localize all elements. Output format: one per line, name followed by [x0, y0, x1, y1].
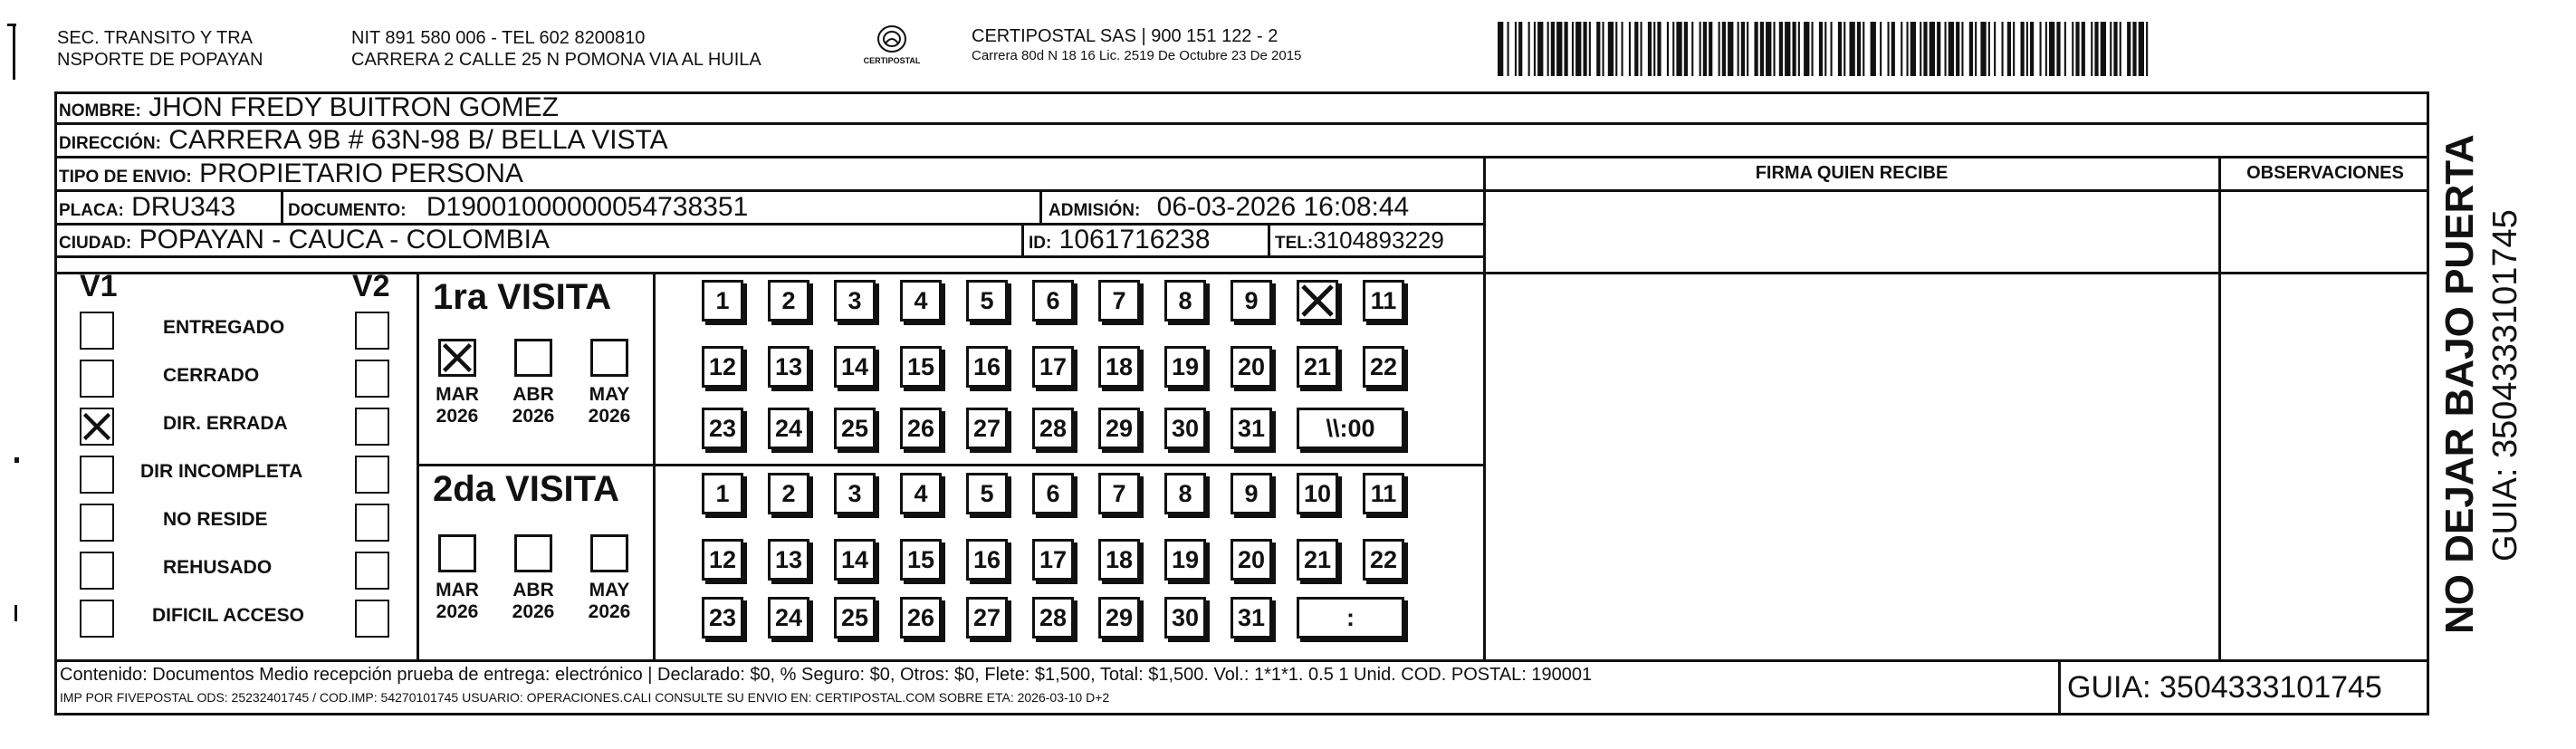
day-box[interactable]: 14 [834, 539, 876, 581]
day-box[interactable]: 29 [1098, 597, 1140, 639]
status-label: REHUSADO [163, 557, 273, 578]
shipment-type: PROPIETARIO PERSONA [199, 158, 523, 188]
day-box[interactable]: 17 [1032, 539, 1074, 581]
barcode-bar [1793, 22, 1796, 76]
barcode-bar [2132, 22, 2136, 76]
barcode-bar [1880, 22, 1882, 76]
day-box[interactable]: 6 [1032, 473, 1074, 514]
city-value: POPAYAN - CAUCA - COLOMBIA [139, 225, 550, 254]
barcode-bar [1920, 22, 1921, 76]
status-v2-checkbox[interactable] [355, 456, 389, 494]
barcode-bar [2056, 22, 2060, 76]
day-box[interactable]: 26 [900, 597, 942, 639]
divider [2218, 156, 2221, 659]
time-box[interactable]: \\:00 [1297, 408, 1404, 449]
status-label: DIR. ERRADA [163, 413, 288, 434]
tel-label: TEL: [1275, 234, 1314, 253]
barcode-bar [1667, 22, 1669, 76]
address-row [59, 123, 668, 161]
type-row [59, 157, 523, 195]
day-box[interactable]: 7 [1098, 473, 1140, 514]
day-box[interactable]: 14 [834, 346, 876, 388]
tel-value: 3104893229 [1313, 226, 1444, 254]
day-box[interactable]: 4 [900, 280, 942, 322]
barcode-bar [1575, 22, 1581, 76]
status-v2-checkbox[interactable] [355, 360, 389, 398]
day-box[interactable]: 11 [1363, 473, 1404, 514]
barcode-bar [1684, 22, 1688, 76]
barcode-bar [1760, 22, 1764, 76]
barcode-bar [2040, 22, 2042, 76]
day-box[interactable]: 5 [966, 473, 1008, 514]
margin-dot [14, 605, 17, 621]
month-checkbox[interactable] [514, 534, 552, 572]
barcode-bar [1691, 22, 1693, 76]
day-box[interactable]: 22 [1363, 539, 1404, 581]
barcode-bar [1923, 22, 1927, 76]
barcode-bar [1572, 22, 1574, 76]
barcode-bar [1515, 22, 1517, 76]
day-box[interactable]: 8 [1164, 280, 1206, 322]
nit-line: NIT 891 580 006 - TEL 602 8200810 [351, 28, 646, 48]
plate-value: DRU343 [131, 192, 236, 222]
day-box[interactable]: 3 [834, 473, 876, 514]
day-box[interactable]: 18 [1098, 346, 1140, 388]
day-box[interactable]: 13 [768, 539, 809, 581]
day-box[interactable]: 28 [1032, 597, 1074, 639]
month-label [430, 580, 484, 623]
month-year: 2026 [436, 406, 479, 427]
sender-address-line: CARRERA 2 CALLE 25 N POMONA VIA AL HUILA [351, 50, 761, 70]
status-label: ENTREGADO [163, 317, 285, 338]
month-label [506, 384, 560, 427]
day-box[interactable]: 27 [966, 408, 1008, 449]
barcode-bar [1988, 22, 1990, 76]
divider [417, 464, 1483, 466]
month-name: MAY [589, 580, 630, 600]
month-name: MAY [589, 384, 630, 405]
month-year: 2026 [588, 406, 631, 427]
v1-label: V1 [80, 269, 118, 303]
id-label: ID: [1029, 234, 1052, 253]
status-v1-checkbox[interactable] [80, 504, 114, 542]
day-box[interactable]: 31 [1231, 408, 1272, 449]
margin-mark [7, 24, 16, 26]
firma-label: FIRMA QUIEN RECIBE [1755, 163, 1949, 183]
month-name: MAR [436, 384, 479, 405]
barcode-bar [1622, 22, 1623, 76]
admission-value: 06-03-2026 16:08:44 [1156, 192, 1410, 222]
status-v2-checkbox[interactable] [355, 600, 389, 638]
barcode-bar [2110, 22, 2112, 76]
barcode-bar [1657, 22, 1661, 76]
barcode-bar [2146, 22, 2148, 76]
barcode-bar [1804, 22, 1809, 76]
barcode-bar [2045, 22, 2047, 76]
barcode [1498, 22, 2151, 76]
barcode-bar [1871, 22, 1876, 76]
type-label: TIPO DE ENVIO: [59, 168, 192, 187]
barcode-bar [1556, 22, 1562, 76]
barcode-bar [1863, 22, 1864, 76]
month-name: MAR [436, 580, 479, 600]
barcode-bar [2064, 22, 2066, 76]
month-year: 2026 [436, 601, 479, 622]
barcode-bar [1994, 22, 1996, 76]
month-checkbox[interactable] [590, 534, 628, 572]
barcode-bar [2072, 22, 2073, 76]
barcode-bar [1641, 22, 1642, 76]
barcode-bar [1766, 22, 1771, 76]
month-checkbox[interactable] [438, 339, 476, 377]
month-label [582, 580, 637, 623]
month-checkbox[interactable] [438, 534, 476, 572]
barcode-bar [1700, 22, 1701, 76]
status-v1-checkbox[interactable] [80, 456, 114, 494]
status-label: NO RESIDE [163, 509, 268, 530]
divider [1483, 156, 1486, 659]
certipostal-logo [856, 24, 928, 74]
footer-guia: GUIA: 3504333101745 [2067, 670, 2382, 705]
divider [1268, 223, 1270, 255]
barcode-bar [1747, 22, 1748, 76]
observations-label: OBSERVACIONES [2246, 163, 2404, 183]
day-box[interactable]: 15 [900, 539, 942, 581]
day-box[interactable]: 19 [1164, 539, 1206, 581]
day-box[interactable]: 9 [1231, 473, 1272, 514]
day-box[interactable]: 16 [966, 539, 1008, 581]
side-guia: GUIA: 3504333101745 [2486, 209, 2524, 562]
visit2-title: 2da VISITA [433, 469, 619, 509]
barcode-bar [2113, 22, 2117, 76]
v2-label: V2 [352, 269, 390, 303]
divider [281, 189, 283, 223]
barcode-bar [1709, 22, 1712, 76]
name-label: NOMBRE: [59, 101, 141, 120]
barcode-bar [1831, 22, 1833, 76]
day-box[interactable]: 24 [768, 408, 809, 449]
day-box[interactable]: 21 [1297, 539, 1338, 581]
barcode-bar [2021, 22, 2025, 76]
city-label: CIUDAD: [59, 234, 132, 253]
barcode-bar [2007, 22, 2011, 76]
divider [54, 272, 2429, 274]
status-v2-checkbox[interactable] [355, 504, 389, 542]
barcode-bar [1551, 22, 1555, 76]
barcode-bar [2139, 22, 2144, 76]
barcode-bar [1945, 22, 1947, 76]
barcode-bar [2049, 22, 2054, 76]
month-checkbox[interactable] [514, 339, 552, 377]
admission-label: ADMISIÓN: [1049, 201, 1141, 220]
no-dejar-warning: NO DEJAR BAJO PUERTA [2437, 134, 2482, 634]
day-box[interactable]: 27 [966, 597, 1008, 639]
day-box[interactable]: 1 [702, 473, 743, 514]
barcode-bar [2082, 22, 2085, 76]
day-box[interactable]: 12 [702, 539, 743, 581]
day-box[interactable]: 13 [768, 346, 809, 388]
month-name: ABR [512, 580, 554, 600]
barcode-bar [2091, 22, 2092, 76]
day-box[interactable]: 3 [834, 280, 876, 322]
sender-line-2: NSPORTE DE POPAYAN [57, 50, 263, 70]
barcode-bar [1608, 22, 1614, 76]
logo-text: CERTIPOSTAL [863, 56, 921, 65]
barcode-bar [1728, 22, 1733, 76]
day-box[interactable]: 19 [1164, 346, 1206, 388]
barcode-bar [1584, 22, 1587, 76]
day-box[interactable]: 28 [1032, 408, 1074, 449]
month-label [582, 384, 637, 427]
day-box[interactable]: 8 [1164, 473, 1206, 514]
day-box[interactable]: 5 [966, 280, 1008, 322]
barcode-bar [1508, 22, 1509, 76]
barcode-bar [1653, 22, 1655, 76]
margin-mark [13, 25, 15, 80]
document-label: DOCUMENTO: [288, 201, 407, 220]
status-v2-checkbox[interactable] [355, 552, 389, 590]
barcode-bar [1949, 22, 1954, 76]
recipient-address: CARRERA 9B # 63N-98 B/ BELLA VISTA [168, 125, 668, 155]
visit1-title: 1ra VISITA [433, 277, 612, 317]
barcode-bar [1812, 22, 1814, 76]
barcode-bar [1518, 22, 1522, 76]
day-box[interactable]: 16 [966, 346, 1008, 388]
month-year: 2026 [588, 601, 631, 622]
barcode-bar [1603, 22, 1604, 76]
barcode-bar [1888, 22, 1890, 76]
barcode-bar [1838, 22, 1842, 76]
barcode-bar [2127, 22, 2131, 76]
barcode-bar [1537, 22, 1543, 76]
barcode-bar [1719, 22, 1720, 76]
barcode-bar [1907, 22, 1909, 76]
barcode-bar [1975, 22, 1977, 76]
divider [1021, 223, 1024, 255]
status-label: DIFICIL ACCESO [152, 605, 305, 626]
city-cell [59, 223, 550, 261]
barcode-bar [2026, 22, 2028, 76]
barcode-bar [1629, 22, 1631, 76]
barcode-bar [1779, 22, 1783, 76]
barcode-bar [2002, 22, 2004, 76]
month-year: 2026 [512, 406, 555, 427]
day-box[interactable]: 2 [768, 473, 809, 514]
day-box[interactable]: 18 [1098, 539, 1140, 581]
barcode-bar [1937, 22, 1940, 76]
barcode-bar [1528, 22, 1530, 76]
day-box[interactable]: 7 [1098, 280, 1140, 322]
barcode-bar [1738, 22, 1739, 76]
status-v1-checkbox[interactable] [80, 360, 114, 398]
barcode-bar [1798, 22, 1800, 76]
day-box[interactable]: 15 [900, 346, 942, 388]
barcode-bar [2030, 22, 2034, 76]
document-value: D19001000000054738351 [426, 192, 749, 222]
day-box[interactable] [1297, 280, 1338, 322]
day-box[interactable]: 23 [702, 408, 743, 449]
tel-cell [1275, 226, 1444, 257]
month-checkbox[interactable] [590, 339, 628, 377]
status-v2-checkbox[interactable] [355, 408, 389, 446]
barcode-bar [1819, 22, 1823, 76]
status-v2-checkbox[interactable] [355, 312, 389, 350]
status-label: DIR INCOMPLETA [140, 461, 303, 482]
day-box[interactable]: 30 [1164, 408, 1206, 449]
barcode-bar [2120, 22, 2121, 76]
divider [1039, 189, 1042, 223]
barcode-bar [2094, 22, 2098, 76]
day-box[interactable]: 10 [1297, 473, 1338, 514]
company-line: CERTIPOSTAL SAS | 900 151 122 - 2 [972, 26, 1278, 46]
day-box[interactable]: 26 [900, 408, 942, 449]
plate-label: PLACA: [59, 201, 124, 220]
contents-line: Contenido: Documentos Medio recepción prueba de entrega: electrónico | Declarado: $0, % Seguro: $0, Otros: $0, Flete: $1,500, Total: $1,500. Vol.: 1*1*1. 0.5 1 Unid. COD. POSTAL: 190001 [60, 665, 1593, 685]
time-box[interactable]: : [1297, 597, 1404, 639]
company-block [972, 25, 1301, 64]
address-label: DIRECCIÓN: [59, 134, 161, 153]
barcode-bar [1891, 22, 1895, 76]
day-box[interactable]: 31 [1231, 597, 1272, 639]
barcode-bar [1755, 22, 1758, 76]
day-box[interactable]: 25 [834, 597, 876, 639]
day-box[interactable]: 21 [1297, 346, 1338, 388]
barcode-bar [1910, 22, 1916, 76]
month-name: ABR [512, 384, 554, 405]
id-cell [1029, 223, 1211, 261]
sender-contact-block [351, 27, 761, 71]
day-box[interactable]: 29 [1098, 408, 1140, 449]
barcode-bar [1930, 22, 1935, 76]
day-box[interactable]: 2 [768, 280, 809, 322]
day-box[interactable]: 25 [834, 408, 876, 449]
barcode-bar [1565, 22, 1568, 76]
day-box[interactable]: 6 [1032, 280, 1074, 322]
barcode-bar [1547, 22, 1549, 76]
day-box[interactable]: 30 [1164, 597, 1206, 639]
barcode-bar [1676, 22, 1681, 76]
day-box[interactable]: 1 [702, 280, 743, 322]
status-v1-checkbox[interactable] [80, 600, 114, 638]
day-box[interactable]: 24 [768, 597, 809, 639]
barcode-bar [1774, 22, 1776, 76]
barcode-bar [1961, 22, 1963, 76]
day-box[interactable]: 23 [702, 597, 743, 639]
day-box[interactable]: 9 [1231, 280, 1272, 322]
barcode-bar [2075, 22, 2079, 76]
barcode-bar [1722, 22, 1726, 76]
barcode-bar [1741, 22, 1745, 76]
divider [54, 659, 2429, 662]
status-v1-checkbox[interactable] [80, 552, 114, 590]
recipient-name: JHON FREDY BUITRON GOMEZ [148, 92, 559, 122]
barcode-bar [1901, 22, 1902, 76]
company-address: Carrera 80d N 18 16 Lic. 2519 De Octubre 23 De 2015 [972, 48, 1302, 63]
month-label [506, 580, 560, 623]
month-year: 2026 [512, 601, 555, 622]
barcode-bar [2101, 22, 2106, 76]
barcode-bar [2013, 22, 2015, 76]
barcode-bar [1824, 22, 1826, 76]
status-label: CERRADO [163, 365, 260, 386]
sender-block [57, 27, 263, 71]
margin-dot [14, 457, 19, 463]
barcode-bar [1850, 22, 1855, 76]
barcode-bar [1615, 22, 1617, 76]
day-box[interactable]: 4 [900, 473, 942, 514]
day-box[interactable]: 11 [1363, 280, 1404, 322]
status-v1-checkbox[interactable] [80, 408, 114, 446]
sender-line-1: SEC. TRANSITO Y TRA [57, 28, 253, 48]
barcode-bar [1857, 22, 1861, 76]
barcode-bar [1634, 22, 1638, 76]
day-box[interactable]: 12 [702, 346, 743, 388]
barcode-bar [1703, 22, 1707, 76]
day-box[interactable]: 20 [1231, 346, 1272, 388]
day-box[interactable]: 20 [1231, 539, 1272, 581]
divider [2058, 659, 2061, 715]
month-label [430, 384, 484, 427]
barcode-bar [1498, 22, 1503, 76]
day-box[interactable]: 17 [1032, 346, 1074, 388]
barcode-bar [1785, 22, 1790, 76]
barcode-bar [1843, 22, 1845, 76]
barcode-bar [1534, 22, 1536, 76]
barcode-bar [1589, 22, 1591, 76]
barcode-bar [1969, 22, 1973, 76]
barcode-bar [1648, 22, 1652, 76]
status-v1-checkbox[interactable] [80, 312, 114, 350]
barcode-bar [1980, 22, 1986, 76]
barcode-bar [1672, 22, 1674, 76]
barcode-bar [1956, 22, 1959, 76]
id-value: 1061716238 [1058, 225, 1211, 254]
day-box[interactable]: 22 [1363, 346, 1404, 388]
barcode-bar [1596, 22, 1600, 76]
imp-line: IMP POR FIVEPOSTAL ODS: 25232401745 / COD.IMP: 54270101745 USUARIO: OPERACIONES.CALI CONSULTE SU ENVIO EN: CERTIPOSTAL.COM SOBRE ETA: 2026-03-10 D+2 [60, 690, 1110, 705]
